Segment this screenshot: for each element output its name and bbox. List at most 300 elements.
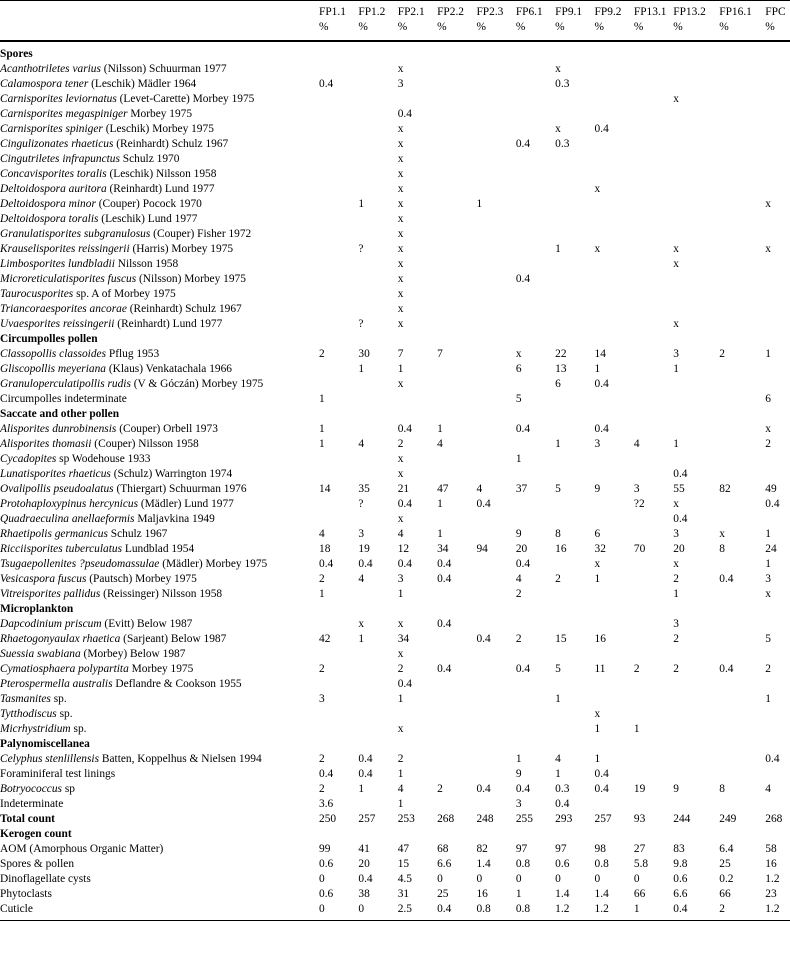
cell-fp1-2	[356, 272, 395, 287]
cell-fp2-3	[474, 362, 513, 377]
cell-fp2-3	[474, 572, 513, 587]
cell-fp1-2	[356, 587, 395, 602]
cell-fp16-1	[717, 452, 763, 467]
cell-fp13-2	[671, 677, 717, 692]
cell-fp9-2	[593, 62, 632, 77]
table-body	[0, 41, 790, 921]
cell-fp1-2: ?	[358, 318, 364, 330]
cell-fpc	[763, 467, 790, 482]
cell-fp13-2	[671, 287, 717, 302]
cell-fp13-2: 9	[673, 783, 679, 795]
taxon-genus-species: Acanthotriletes varius	[0, 63, 101, 75]
taxon-genus-species: Ricciisporites tuberculatus	[0, 543, 123, 555]
cell-fp2-1: 0.4	[397, 498, 412, 510]
cell-fp13-1: 5.8	[633, 858, 649, 870]
cell-fp1-2: 0	[358, 903, 365, 915]
cell-fpc	[763, 797, 790, 812]
cell-fp16-1	[717, 437, 763, 452]
cell-fp6-1: 0.8	[515, 858, 531, 870]
cell-fp1-2	[356, 62, 395, 77]
cell-fp2-2	[435, 767, 474, 782]
table-row	[0, 692, 790, 707]
cell-fp9-1	[553, 152, 592, 167]
cell-fp16-1	[717, 92, 763, 107]
cell-fp1-2: 0.4	[358, 768, 373, 780]
cell-fp6-1	[514, 107, 553, 122]
cell-fp9-1	[553, 257, 592, 272]
cell-fp2-3	[474, 242, 513, 257]
cell-fp13-2	[671, 152, 717, 167]
cell-fp1-2	[356, 167, 395, 182]
taxon-name	[0, 692, 317, 707]
cell-fp6-1	[514, 302, 553, 317]
taxon-name	[0, 482, 317, 497]
taxon-author: sp. A of Morbey 1975	[73, 288, 176, 300]
cell-fp1-1	[317, 242, 356, 257]
cell-fp2-3	[474, 467, 513, 482]
cell-fp16-1	[717, 752, 763, 767]
cell-fp13-2	[671, 77, 717, 92]
cell-fp13-1	[632, 572, 671, 587]
cell-fp9-2: 1.2	[594, 903, 609, 915]
cell-fp2-1: 7	[397, 348, 404, 360]
table-row	[0, 122, 790, 137]
cell-fp1-1	[317, 302, 356, 317]
cell-fp9-2: x	[594, 243, 601, 255]
cell-fp9-1	[553, 452, 592, 467]
column-unit: %	[594, 21, 605, 33]
cell-fp9-1: 1	[555, 243, 561, 255]
cell-fp9-2: x	[594, 183, 601, 195]
cell-fp6-1	[514, 617, 553, 632]
cell-fp13-2	[671, 272, 717, 287]
cell-fp2-2	[435, 302, 474, 317]
taxon-name	[0, 422, 317, 437]
cell-fp2-2: 34	[437, 543, 449, 555]
taxon-genus-species: Alisporites thomasii	[0, 438, 92, 450]
taxon-genus-species: Taurocusporites	[0, 288, 74, 300]
cell-fp6-1	[514, 257, 553, 272]
cell-fp13-1: 66	[633, 888, 646, 900]
cell-fp2-2: 0	[437, 873, 443, 885]
taxon-genus-species: Cingutriletes infrapunctus	[0, 153, 120, 165]
cell-fp2-2	[435, 797, 474, 812]
taxon-genus-species: Tytthodiscus	[0, 708, 57, 720]
cell-fp6-1	[514, 722, 553, 737]
cell-fp2-2: 268	[437, 813, 455, 825]
cell-fp2-3: 0.4	[476, 633, 491, 645]
cell-fp1-1: 1	[319, 588, 325, 600]
taxon-name	[0, 662, 317, 677]
cell-fp13-1	[632, 677, 671, 692]
cell-fp1-2	[356, 512, 395, 527]
cell-fp13-1	[632, 587, 671, 602]
cell-fp9-1	[553, 92, 592, 107]
cell-fp1-1: 2	[319, 753, 325, 765]
cell-fp1-1	[317, 452, 356, 467]
cell-fp2-3: 0.4	[476, 783, 491, 795]
cell-fp13-2: 1	[673, 363, 679, 375]
cell-fpc: 2	[765, 663, 771, 675]
table-row	[0, 272, 790, 287]
table-row	[0, 242, 790, 257]
cell-fp6-1: 4	[515, 573, 522, 585]
cell-fpc: 3	[765, 573, 771, 585]
cell-fp2-1: x	[397, 138, 404, 150]
cell-fp2-3	[474, 272, 513, 287]
cell-fp1-2	[356, 212, 395, 227]
cell-fp6-1	[514, 152, 553, 167]
taxon-genus-species: Rhaetogonyaulax rhaetica	[0, 633, 121, 645]
section-header-row	[0, 332, 790, 347]
cell-fp6-1	[514, 212, 553, 227]
kerogen-label: Cuticle	[0, 903, 33, 915]
section-title: Circumpolles pollen	[0, 333, 98, 345]
column-id: FP13.1	[633, 6, 667, 18]
cell-fp13-1	[632, 122, 671, 137]
column-header-fp16-1	[717, 1, 763, 42]
cell-fp1-1: 0.4	[319, 558, 334, 570]
cell-fp6-1	[514, 692, 553, 707]
column-header-fp2-1	[396, 1, 435, 42]
cell-fp9-1: 6	[555, 378, 561, 390]
cell-fp9-2	[593, 92, 632, 107]
cell-fp1-1: 1	[319, 438, 325, 450]
cell-fp13-2: x	[673, 258, 679, 270]
taxon-genus-species: Classopollis classoides	[0, 348, 107, 360]
cell-fp16-1	[717, 647, 763, 662]
cell-fp1-1: 0.6	[319, 858, 334, 870]
cell-fp6-1	[514, 287, 553, 302]
cell-fp1-1: 42	[319, 633, 331, 645]
cell-fp2-2	[435, 587, 474, 602]
cell-fp1-2	[356, 647, 395, 662]
cell-fp9-1: 16	[555, 543, 567, 555]
cell-fp9-2	[593, 677, 632, 692]
cell-fp2-2: 7	[437, 348, 443, 360]
cell-fp13-1	[632, 317, 671, 332]
cell-fp6-1: 6	[515, 363, 522, 375]
table-row	[0, 782, 790, 797]
cell-fp2-2: 68	[437, 843, 449, 855]
taxon-author: (Levet-Carette) Morbey 1975	[116, 93, 255, 105]
table-row	[0, 647, 790, 662]
taxon-author: (Reinhardt) Lund 1977	[106, 183, 215, 195]
column-id: FP2.3	[476, 6, 504, 18]
cell-fp1-2: 19	[358, 543, 370, 555]
cell-fp1-2: 4	[358, 573, 365, 585]
column-unit: %	[765, 21, 775, 33]
cell-fp13-1	[632, 452, 671, 467]
cell-fp9-2: 0.4	[594, 123, 609, 135]
cell-fp13-2: 3	[673, 528, 679, 540]
cell-fp9-1: 1	[555, 438, 561, 450]
cell-fp9-1: 1	[555, 768, 561, 780]
column-id: FP13.2	[673, 6, 706, 18]
column-unit: %	[515, 21, 526, 33]
cell-fp1-1: 0	[319, 903, 325, 915]
taxon-name	[0, 77, 317, 92]
cell-fp2-3	[474, 752, 513, 767]
taxon-name	[0, 707, 317, 722]
cell-fp16-1	[717, 227, 763, 242]
cell-fp2-1: 3	[397, 78, 404, 90]
cell-fp2-2	[435, 752, 474, 767]
cell-fp16-1	[717, 107, 763, 122]
cell-fp6-1: 0	[515, 873, 522, 885]
table-row	[0, 722, 790, 737]
cell-fpc	[763, 227, 790, 242]
cell-fp13-1: 0	[633, 873, 640, 885]
cell-fpc: x	[765, 243, 771, 255]
cell-fp2-2	[435, 137, 474, 152]
taxon-author: (Mädler) Lund 1977	[138, 498, 234, 510]
table-row	[0, 182, 790, 197]
column-unit: %	[437, 21, 447, 33]
cell-fp1-1: 18	[319, 543, 331, 555]
cell-fpc	[763, 767, 790, 782]
cell-fp13-2: 2	[673, 663, 679, 675]
cell-fp1-2	[356, 662, 395, 677]
cell-fp1-1	[317, 167, 356, 182]
cell-fp1-2	[356, 452, 395, 467]
cell-fp9-1: 293	[555, 813, 573, 825]
table-row	[0, 377, 790, 392]
cell-fp2-1: x	[397, 228, 404, 240]
cell-fp6-1	[514, 122, 553, 137]
cell-fp9-2	[593, 317, 632, 332]
cell-fp2-1: 0.4	[397, 423, 412, 435]
cell-fp1-2	[356, 152, 395, 167]
cell-fp13-1	[632, 92, 671, 107]
cell-fp6-1	[514, 167, 553, 182]
cell-fp1-1	[317, 377, 356, 392]
cell-fp9-2	[593, 497, 632, 512]
cell-fp16-1: 249	[719, 813, 737, 825]
cell-fp2-3	[474, 122, 513, 137]
cell-fpc: 5	[765, 633, 771, 645]
cell-fp1-1	[317, 317, 356, 332]
cell-fp6-1	[514, 437, 553, 452]
cell-fp2-3	[474, 767, 513, 782]
taxon-genus-species: Suessia swabiana	[0, 648, 81, 660]
cell-fp9-2: x	[594, 708, 601, 720]
cell-fp1-1: 0	[319, 873, 325, 885]
taxon-author: Schulz 1970	[119, 153, 180, 165]
cell-fp1-1	[317, 707, 356, 722]
cell-fp2-1: 3	[397, 573, 404, 585]
cell-fp16-1	[717, 362, 763, 377]
cell-fp16-1	[717, 122, 763, 137]
cell-fp1-2	[356, 677, 395, 692]
cell-fp2-3	[474, 617, 513, 632]
cell-fp13-2: 0.4	[673, 513, 688, 525]
table-row	[0, 257, 790, 272]
cell-fpc: 1	[765, 348, 771, 360]
cell-fp9-1	[553, 317, 592, 332]
cell-fp6-1	[514, 317, 553, 332]
taxon-name	[0, 572, 317, 587]
cell-fp9-2	[593, 392, 632, 407]
cell-fp9-2: 11	[594, 663, 606, 675]
cell-fp9-1	[553, 302, 592, 317]
cell-fp2-3: 4	[476, 483, 483, 495]
cell-fp2-1: 4.5	[397, 873, 412, 885]
cell-fp13-1: ?2	[633, 498, 645, 510]
cell-fpc: 0.4	[765, 753, 780, 765]
cell-fpc	[763, 377, 790, 392]
cell-fpc	[763, 212, 790, 227]
cell-fp9-1	[553, 557, 592, 572]
cell-fp13-2: x	[673, 318, 679, 330]
cell-fpc: x	[765, 198, 771, 210]
cell-fpc: 4	[765, 783, 771, 795]
taxon-genus-species: Deltoidospora auritora	[0, 183, 107, 195]
section-header-row	[0, 827, 790, 842]
cell-fp9-2: 1.4	[594, 888, 609, 900]
cell-fp1-1	[317, 677, 356, 692]
table-row	[0, 152, 790, 167]
cell-fp2-1: x	[397, 318, 404, 330]
taxon-name	[0, 182, 317, 197]
cell-fp13-1	[632, 62, 671, 77]
taxon-genus-species: Deltoidospora minor	[0, 198, 96, 210]
cell-fp9-1	[553, 512, 592, 527]
taxon-name	[0, 272, 317, 287]
taxon-author: Circumpolles indeterminate	[0, 393, 127, 405]
cell-fp13-2: 83	[673, 843, 685, 855]
cell-fp9-2	[593, 227, 632, 242]
cell-fp13-1: 1	[633, 903, 640, 915]
cell-fp6-1: 9	[515, 768, 522, 780]
cell-fpc	[763, 77, 790, 92]
cell-fp13-1: 4	[633, 438, 640, 450]
cell-fp6-1	[514, 227, 553, 242]
cell-fp2-2: 4	[437, 438, 443, 450]
cell-fp9-2	[593, 137, 632, 152]
taxon-name	[0, 782, 317, 797]
cell-fp1-2	[356, 257, 395, 272]
cell-fp9-1	[553, 392, 592, 407]
column-header-fp13-2	[671, 1, 717, 42]
taxon-name	[0, 152, 317, 167]
cell-fp2-1: x	[397, 153, 404, 165]
cell-fp6-1	[514, 647, 553, 662]
table-row	[0, 422, 790, 437]
cell-fp16-1	[717, 137, 763, 152]
taxon-name	[0, 392, 317, 407]
table-row	[0, 452, 790, 467]
taxon-name	[0, 557, 317, 572]
taxon-author: (V & Góczán) Morbey 1975	[130, 378, 264, 390]
cell-fp2-3	[474, 527, 513, 542]
table-row	[0, 362, 790, 377]
cell-fp1-2	[356, 797, 395, 812]
cell-fp16-1	[717, 242, 763, 257]
column-id: FP9.2	[594, 6, 622, 18]
taxon-author: (Leschik) Morbey 1975	[102, 123, 214, 135]
cell-fp13-1: 93	[633, 813, 646, 825]
cell-fp2-2	[435, 272, 474, 287]
cell-fpc	[763, 317, 790, 332]
cell-fp16-1: 2	[719, 348, 725, 360]
taxon-name	[0, 212, 317, 227]
cell-fp13-2	[671, 167, 717, 182]
section-title: Microplankton	[0, 603, 74, 615]
cell-fp2-1: 0.4	[397, 558, 412, 570]
section-title: Spores	[0, 48, 33, 60]
cell-fp13-1	[632, 167, 671, 182]
cell-fp9-1	[553, 107, 592, 122]
section-header-row	[0, 407, 790, 422]
cell-fp13-2	[671, 197, 717, 212]
taxon-author: sp.	[50, 693, 67, 705]
cell-fp1-2: 1	[358, 198, 365, 210]
table-row	[0, 512, 790, 527]
column-id: FP1.2	[358, 6, 386, 18]
table-row	[0, 767, 790, 782]
cell-fp9-2: 1	[594, 363, 601, 375]
cell-fp6-1	[514, 677, 553, 692]
cell-fp16-1: 8	[719, 543, 725, 555]
cell-fpc: 58	[765, 843, 777, 855]
cell-fp9-1: 0.3	[555, 783, 570, 795]
cell-fp2-3	[474, 647, 513, 662]
cell-fp16-1	[717, 212, 763, 227]
cell-fpc: 1.2	[765, 873, 780, 885]
table-row	[0, 542, 790, 557]
cell-fp1-2: 1	[358, 783, 365, 795]
cell-fp16-1	[717, 677, 763, 692]
cell-fp1-2: 41	[358, 843, 370, 855]
cell-fp2-2	[435, 257, 474, 272]
taxon-author: (Thiergart) Schuurman 1976	[113, 483, 247, 495]
cell-fp2-2	[435, 722, 474, 737]
cell-fp9-2: 0.4	[594, 378, 609, 390]
table-row	[0, 557, 790, 572]
cell-fpc: 1.2	[765, 903, 780, 915]
cell-fp6-1: 0.4	[515, 423, 531, 435]
cell-fp16-1	[717, 302, 763, 317]
cell-fp6-1: x	[515, 348, 522, 360]
cell-fp13-1: 3	[633, 483, 640, 495]
cell-fp6-1: 0.4	[515, 783, 531, 795]
taxon-genus-species: Rhaetipolis germanicus	[0, 528, 108, 540]
cell-fp6-1: 3	[515, 798, 522, 810]
cell-fp9-2: 1	[594, 723, 601, 735]
cell-fp9-2: 0.4	[594, 423, 609, 435]
cell-fp2-2: 1	[437, 423, 443, 435]
cell-fp1-1: 2	[319, 783, 325, 795]
cell-fp1-1	[317, 497, 356, 512]
column-id: FP9.1	[555, 6, 583, 18]
cell-fp13-1: 1	[633, 723, 640, 735]
cell-fp1-2	[356, 377, 395, 392]
cell-fp13-2: 0.4	[673, 468, 688, 480]
cell-fp1-2	[356, 77, 395, 92]
cell-fpc	[763, 152, 790, 167]
cell-fp2-3: 248	[476, 813, 494, 825]
cell-fp1-2: 4	[358, 438, 365, 450]
cell-fp13-2: 2	[673, 573, 679, 585]
cell-fp9-2	[593, 302, 632, 317]
taxon-author: (Couper) Orbell 1973	[116, 423, 218, 435]
cell-fp9-1	[553, 722, 592, 737]
cell-fp1-2	[356, 107, 395, 122]
cell-fp1-2: 38	[358, 888, 370, 900]
cell-fp9-2	[593, 287, 632, 302]
taxon-name	[0, 167, 317, 182]
